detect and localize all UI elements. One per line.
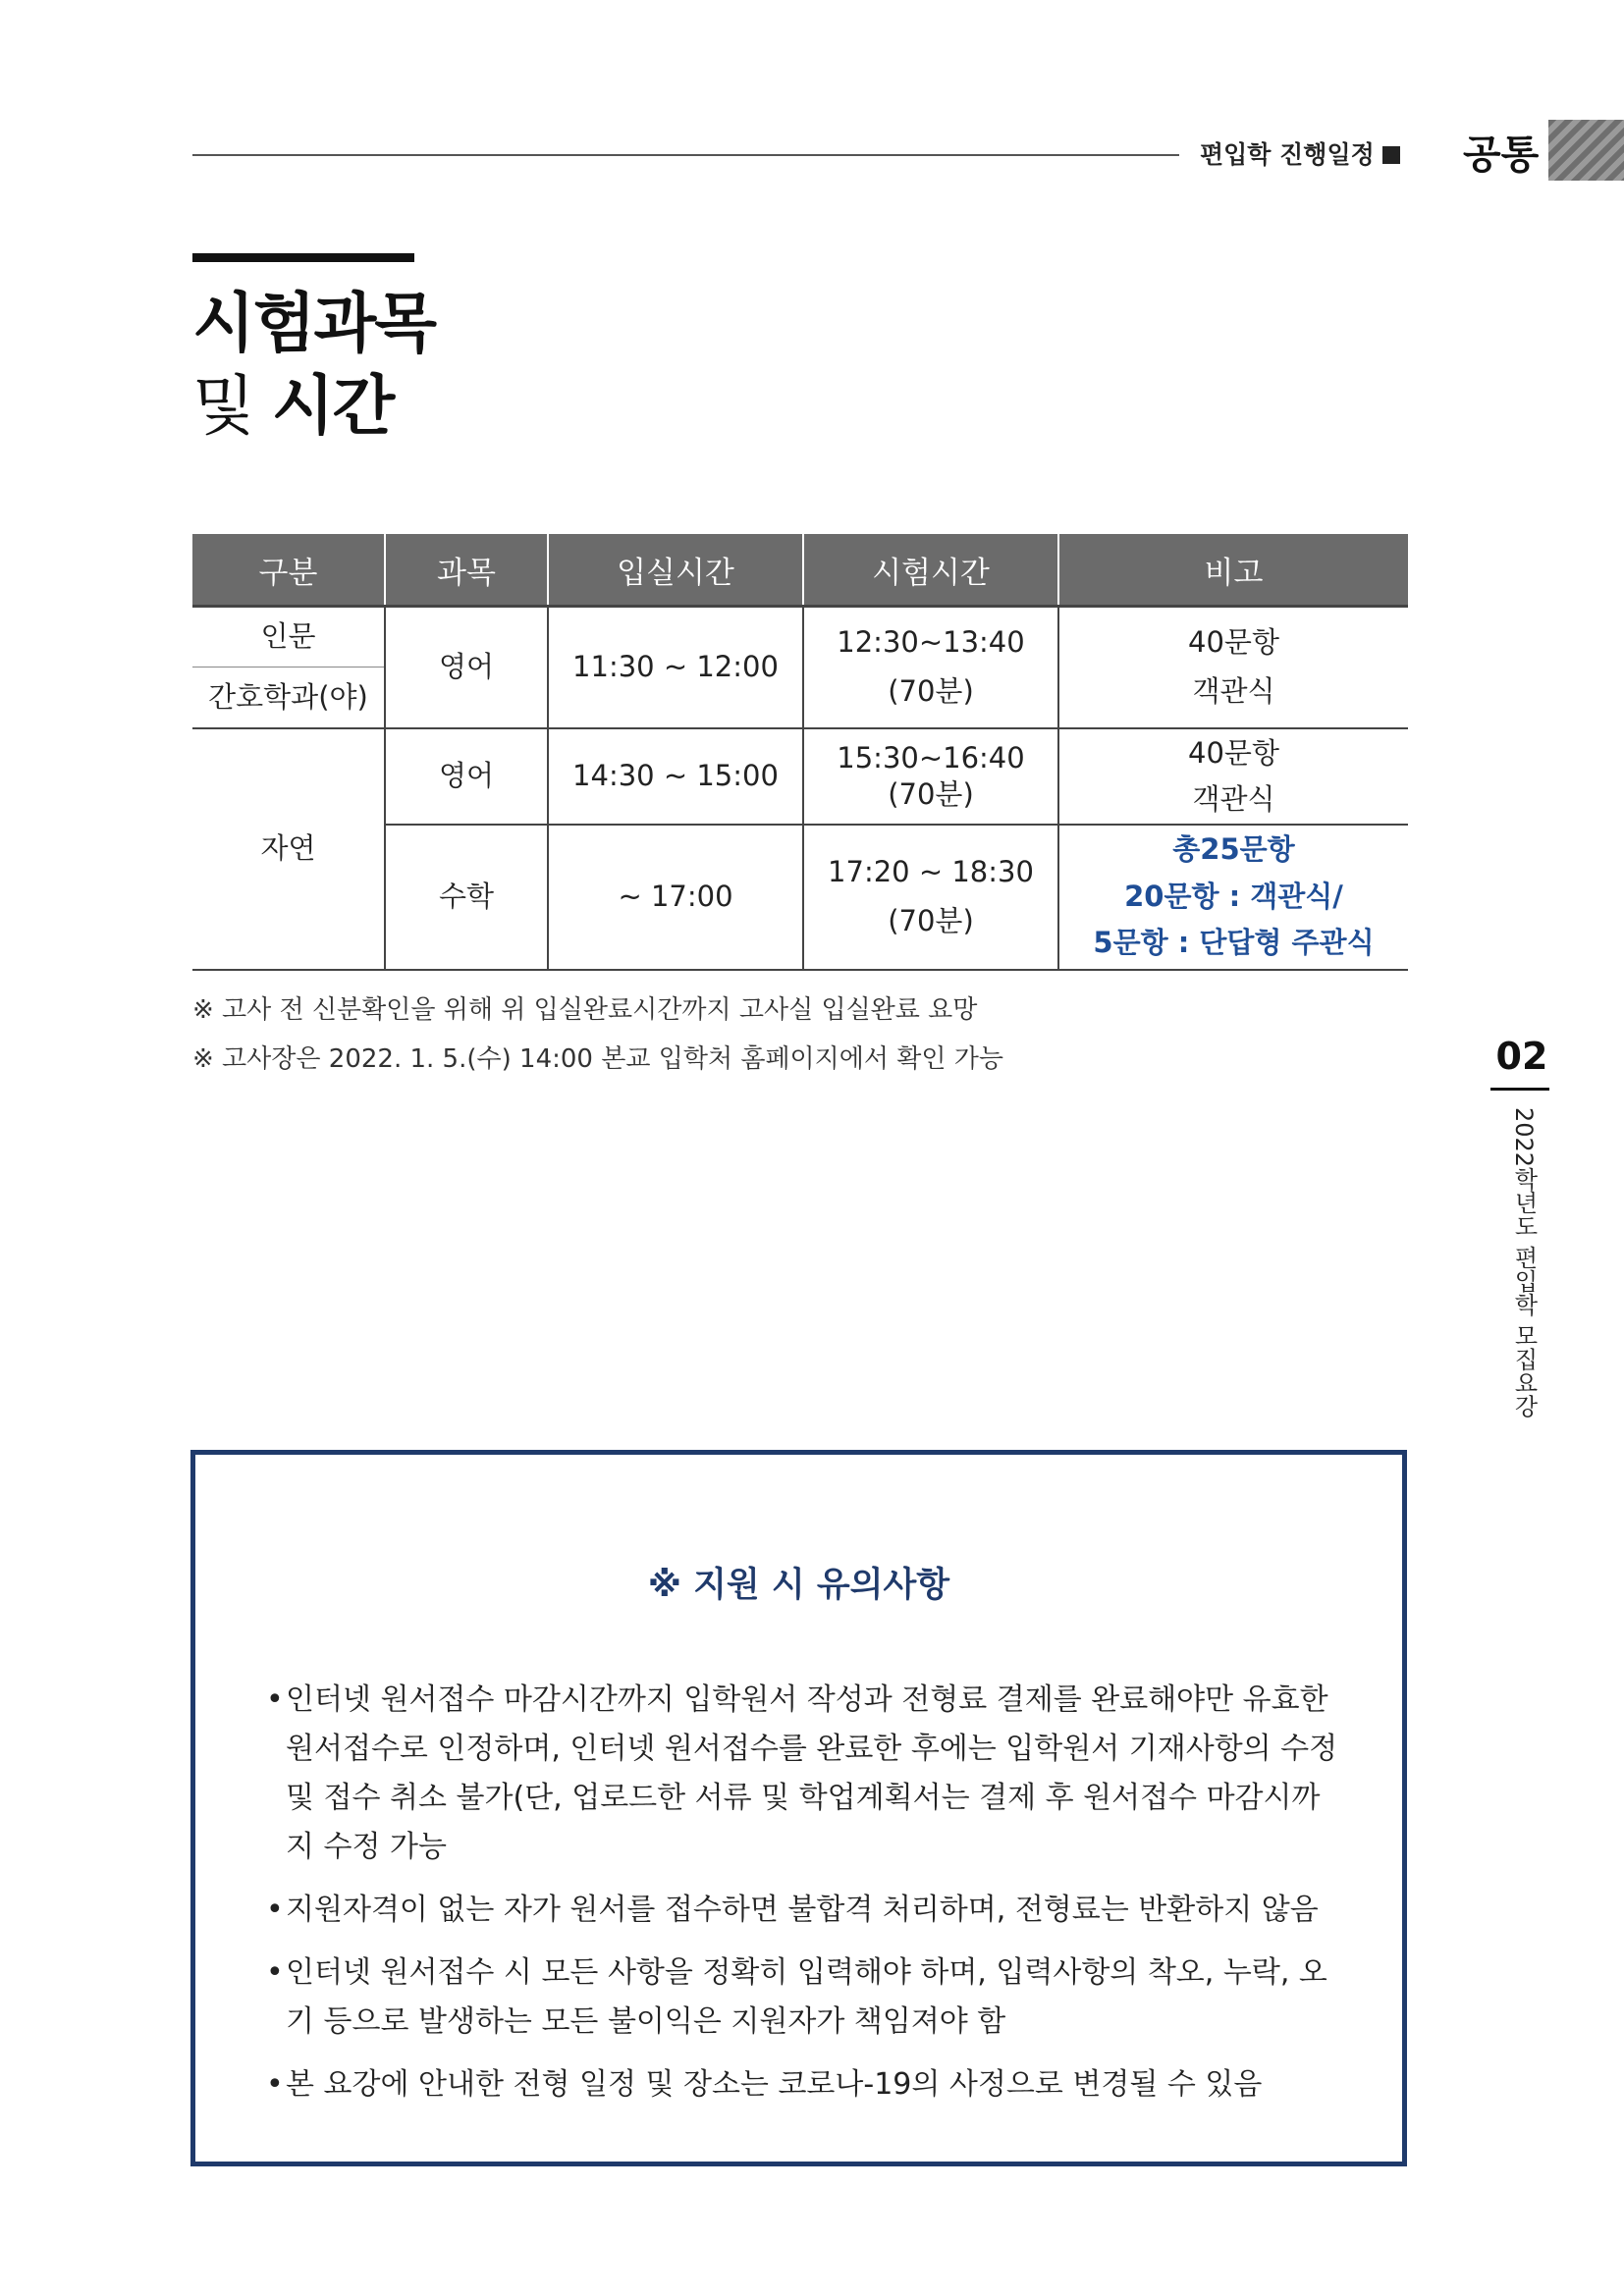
col-header-note: 비고	[1058, 534, 1408, 607]
exam-time-cell	[803, 728, 1058, 825]
header-section-text: 편입학 진행일정	[1200, 140, 1375, 169]
note-text: 총25문항	[1172, 831, 1295, 866]
list-item	[266, 1676, 1346, 1872]
table-header-row	[192, 534, 1408, 607]
note-text: 20문항 : 객관식/	[1124, 879, 1343, 913]
note-cell	[1058, 607, 1408, 728]
header-rule	[192, 154, 1179, 156]
list-item-text: 본 요강에 안내한 전형 일정 및 장소는 코로나-19의 사정으로 변경될 수 있음	[286, 2067, 1263, 2102]
note-text: 객관식	[1192, 781, 1275, 816]
chapter-number: 02	[1495, 1035, 1548, 1078]
category-cell: 자연	[192, 728, 385, 970]
exam-time-text: 17:20 ~ 18:30	[828, 855, 1034, 889]
chapter-rule	[1490, 1088, 1549, 1091]
list-item-text: 인터넷 원서접수 마감시간까지 입학원서 작성과 전형료 결제를 완료해야만 유효한 원서접수로 인정하며, 인터넷 원서접수를 완료한 후에는 입학원서 기재사항의 수정 및 접수 취소 불가(단, 업로드한 서류 및 학업계획서는 결제 후 원서접수 마감시까지 수정 가능	[286, 1682, 1338, 1864]
table-row	[192, 607, 1408, 667]
list-item-text: 인터넷 원서접수 시 모든 사항을 정확히 입력해야 하며, 입력사항의 착오, 누락, 오기 등으로 발생하는 모든 불이익은 지원자가 책임져야 함	[286, 1955, 1327, 2039]
table-row	[192, 728, 1408, 825]
notice-title: ※ 지원 시 유의사항	[647, 1566, 950, 1605]
list-item	[266, 2060, 1346, 2109]
header-stripe-decoration	[1548, 120, 1624, 181]
category-cell: 간호학과(야)	[192, 667, 385, 728]
col-header-subject: 과목	[385, 534, 548, 607]
col-header-category: 구분	[192, 534, 385, 607]
document-side-title: 2022학년도 편입학 모집요강	[1510, 1107, 1538, 1418]
exam-duration-text: (70분)	[888, 903, 974, 937]
exam-time-cell	[803, 607, 1058, 728]
subject-cell: 수학	[385, 825, 548, 970]
category-cell: 인문	[192, 607, 385, 667]
header-tab-label: 공통	[1463, 133, 1540, 178]
page-title-line2	[192, 353, 393, 447]
subject-cell: 영어	[385, 607, 548, 728]
col-header-entry-time: 입실시간	[548, 534, 803, 607]
exam-time-text: 15:30~16:40	[837, 741, 1025, 775]
list-item	[266, 1886, 1346, 1935]
subject-cell: 영어	[385, 728, 548, 825]
exam-schedule-table	[192, 534, 1408, 971]
notice-box	[190, 1450, 1407, 2166]
entry-time-cell: 14:30 ~ 15:00	[548, 728, 803, 825]
note-text: 객관식	[1192, 673, 1275, 708]
notice-list	[266, 1676, 1346, 2123]
list-item-text: 지원자격이 없는 자가 원서를 접수하면 불합격 처리하며, 전형료는 반환하지 않음	[286, 1893, 1319, 1927]
list-item	[266, 1949, 1346, 2047]
note-text: 40문항	[1188, 625, 1279, 660]
bullet-icon: •	[266, 2067, 284, 2102]
note-text: 5문항 : 단답형 주관식	[1093, 926, 1375, 960]
note-cell	[1058, 825, 1408, 970]
bullet-icon: •	[266, 1893, 284, 1927]
bullet-icon: •	[266, 1682, 284, 1717]
square-icon	[1382, 146, 1400, 164]
title-accent-bar	[192, 253, 414, 262]
exam-time-cell	[803, 825, 1058, 970]
bullet-icon: •	[266, 1955, 284, 1990]
entry-time-cell: 11:30 ~ 12:00	[548, 607, 803, 728]
exam-time-text: 12:30~13:40	[837, 625, 1025, 660]
note-text: 40문항	[1188, 736, 1279, 771]
footnote: ※ 고사장은 2022. 1. 5.(수) 14:00 본교 입학처 홈페이지에서 확인 가능	[192, 1044, 1004, 1074]
col-header-exam-time: 시험시간	[803, 534, 1058, 607]
header-section-label	[1200, 135, 1416, 171]
footnote: ※ 고사 전 신분확인을 위해 위 입실완료시간까지 고사실 입실완료 요망	[192, 995, 978, 1025]
exam-duration-text: (70분)	[888, 776, 974, 811]
exam-duration-text: (70분)	[888, 673, 974, 708]
page-title: 시험과목	[192, 286, 436, 361]
title-prefix: 및	[192, 368, 272, 444]
title-bold: 시간	[271, 368, 394, 444]
note-cell	[1058, 728, 1408, 825]
entry-time-cell: ~ 17:00	[548, 825, 803, 970]
